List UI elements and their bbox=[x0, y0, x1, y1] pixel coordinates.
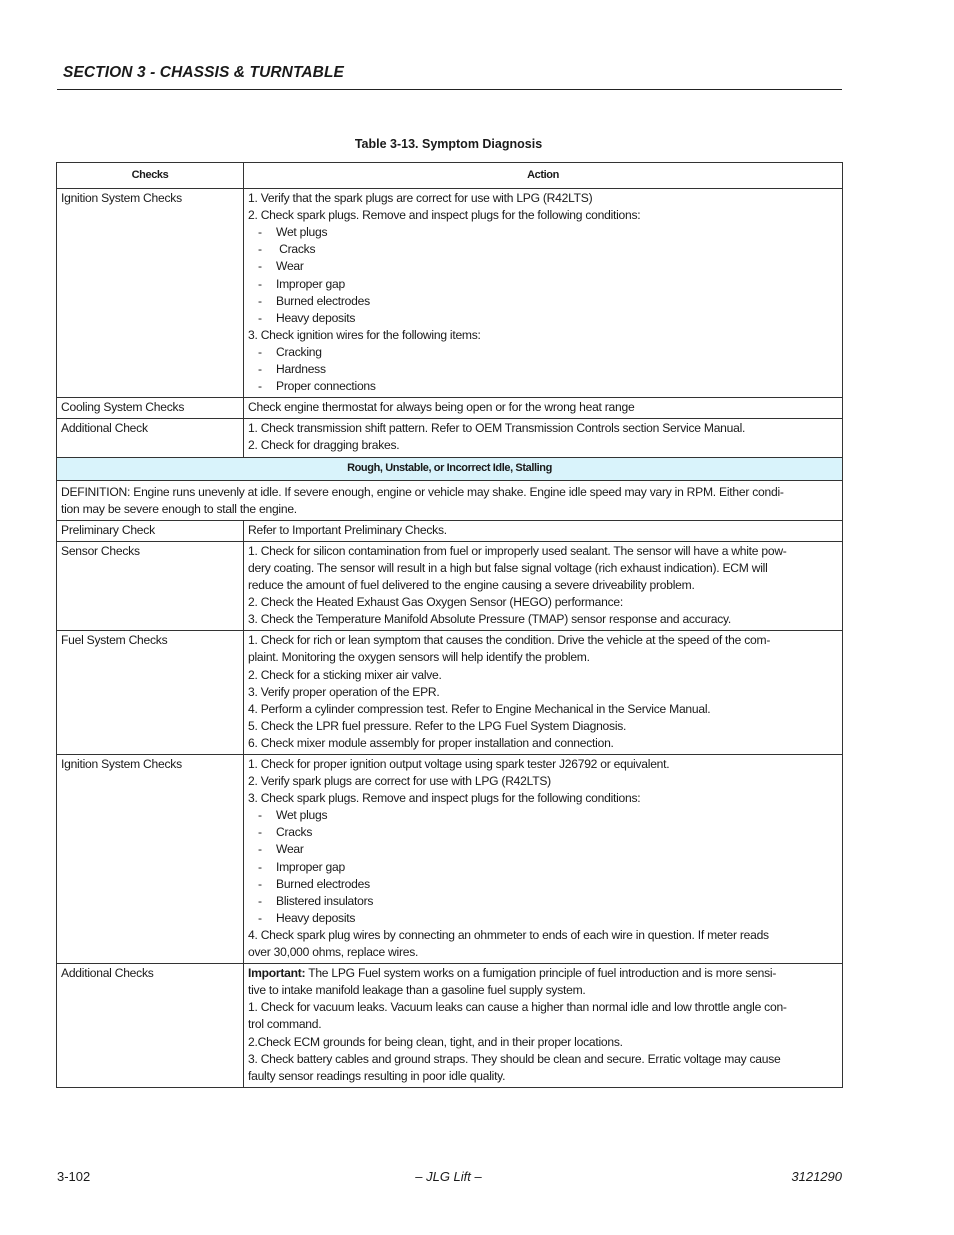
table-row bbox=[57, 419, 843, 457]
document-number: 3121290 bbox=[791, 1169, 842, 1184]
bullet-text: Burned electrodes bbox=[276, 293, 370, 308]
bullet-text: Cracking bbox=[276, 344, 322, 359]
bullet-text: Hardness bbox=[276, 362, 326, 377]
check-cell: Cooling System Checks bbox=[57, 398, 244, 419]
definition-row bbox=[57, 480, 843, 520]
action-text: 4. Perform a cylinder compression test. Refer to Engine Mechanical in the Service Manual. bbox=[248, 701, 711, 716]
action-line bbox=[248, 718, 838, 735]
table-header-row bbox=[57, 163, 843, 189]
action-text: 1. Check for vacuum leaks. Vacuum leaks can cause a higher than normal idle and low throttle angle con- bbox=[248, 1000, 787, 1015]
action-text: 5. Check the LPR fuel pressure. Refer to the LPG Fuel System Diagnosis. bbox=[248, 718, 627, 733]
action-line bbox=[248, 437, 838, 454]
action-line bbox=[248, 327, 838, 344]
action-text: 3. Check ignition wires for the following items: bbox=[248, 327, 481, 342]
symptom-band-row bbox=[57, 457, 843, 480]
action-text: reduce the amount of fuel delivered to the engine causing a severe driveability problem. bbox=[248, 578, 695, 593]
bullet-text: Wet plugs bbox=[276, 225, 328, 240]
table-row bbox=[57, 189, 843, 398]
action-bullet-item bbox=[248, 361, 838, 378]
action-bullet-item bbox=[248, 378, 838, 395]
action-text: Check engine thermostat for always being open or for the wrong heat range bbox=[248, 400, 635, 415]
symptom-diagnosis-table bbox=[56, 162, 843, 1088]
bullet-dash: - bbox=[258, 259, 262, 274]
bullet-dash: - bbox=[258, 859, 262, 874]
action-text: 3. Verify proper operation of the EPR. bbox=[248, 684, 440, 699]
bullet-dash: - bbox=[258, 242, 262, 257]
bullet-text: Cracks bbox=[276, 825, 313, 840]
check-cell: Fuel System Checks bbox=[57, 631, 244, 755]
action-cell bbox=[244, 398, 843, 419]
action-text: 1. Check for silicon contamination from fuel or improperly used sealant. The sensor will have a white pow- bbox=[248, 543, 787, 558]
action-text: 2. Check spark plugs. Remove and inspect plugs for the following conditions: bbox=[248, 208, 641, 223]
bullet-dash: - bbox=[258, 910, 262, 925]
action-line bbox=[248, 1068, 838, 1085]
section-title: SECTION 3 - CHASSIS & TURNTABLE bbox=[63, 64, 344, 81]
action-cell bbox=[244, 631, 843, 755]
action-text: 6. Check mixer module assembly for proper installation and connection. bbox=[248, 735, 614, 750]
action-bullet-item bbox=[248, 293, 838, 310]
action-line bbox=[248, 543, 838, 560]
action-text: 2.Check ECM grounds for being clean, tight, and in their proper locations. bbox=[248, 1034, 623, 1049]
action-line bbox=[248, 999, 838, 1016]
bullet-text: Wear bbox=[276, 259, 304, 274]
action-line bbox=[248, 1034, 838, 1051]
action-text: Refer to Important Preliminary Checks. bbox=[248, 522, 447, 537]
bullet-dash: - bbox=[258, 842, 262, 857]
action-text: 2. Check for a sticking mixer air valve. bbox=[248, 667, 442, 682]
header-rule bbox=[57, 89, 842, 90]
bullet-dash: - bbox=[258, 276, 262, 291]
action-bullet-item bbox=[248, 276, 838, 293]
table-row bbox=[57, 541, 843, 630]
definition-line: tion may be severe enough to stall the engine. bbox=[61, 501, 297, 516]
action-line bbox=[248, 944, 838, 961]
bullet-text: Blistered insulators bbox=[276, 893, 374, 908]
action-text: plaint. Monitoring the oxygen sensors will help identify the problem. bbox=[248, 650, 590, 665]
bullet-text: Improper gap bbox=[276, 276, 345, 291]
action-bullet-item bbox=[248, 910, 838, 927]
bullet-text: Proper connections bbox=[276, 379, 376, 394]
check-cell: Additional Check bbox=[57, 419, 244, 457]
table-title: Table 3-13. Symptom Diagnosis bbox=[354, 137, 543, 151]
check-cell: Sensor Checks bbox=[57, 541, 244, 630]
action-bullet-item bbox=[248, 344, 838, 361]
action-bullet-item bbox=[248, 224, 838, 241]
bullet-dash: - bbox=[258, 225, 262, 240]
table-body-band bbox=[57, 457, 843, 520]
action-text: faulty sensor readings resulting in poor idle quality. bbox=[248, 1068, 506, 1083]
action-line bbox=[248, 965, 838, 982]
table-row bbox=[57, 398, 843, 419]
bullet-dash: - bbox=[258, 310, 262, 325]
bullet-dash: - bbox=[258, 293, 262, 308]
page-number: 3-102 bbox=[57, 1169, 91, 1184]
bullet-dash: - bbox=[258, 362, 262, 377]
action-line bbox=[248, 190, 838, 207]
action-line bbox=[248, 927, 838, 944]
action-text: 3. Check battery cables and ground straps. They should be clean and secure. Erratic voltage may cause bbox=[248, 1051, 781, 1066]
check-cell: Ignition System Checks bbox=[57, 755, 244, 964]
action-bullet-item bbox=[248, 258, 838, 275]
action-line bbox=[248, 207, 838, 224]
action-cell bbox=[244, 755, 843, 964]
action-line bbox=[248, 701, 838, 718]
bullet-text: Heavy deposits bbox=[276, 910, 356, 925]
action-text: 3. Check the Temperature Manifold Absolute Pressure (TMAP) sensor response and accuracy. bbox=[248, 612, 732, 627]
table-row bbox=[57, 964, 843, 1088]
action-line bbox=[248, 577, 838, 594]
table-row bbox=[57, 755, 843, 964]
action-text: trol command. bbox=[248, 1017, 322, 1032]
action-cell bbox=[244, 964, 843, 1088]
action-text: dery coating. The sensor will result in a high but false signal voltage (rich exhaust indication). ECM will bbox=[248, 560, 768, 575]
action-line bbox=[248, 632, 838, 649]
action-text: 2. Check for dragging brakes. bbox=[248, 438, 400, 453]
action-text: 4. Check spark plug wires by connecting an ohmmeter to ends of each wire in question. If meter reads bbox=[248, 927, 769, 942]
action-line bbox=[248, 773, 838, 790]
action-line bbox=[248, 594, 838, 611]
action-text: The LPG Fuel system works on a fumigation principle of fuel introduction and is more sensi- bbox=[305, 966, 777, 981]
action-line bbox=[248, 399, 838, 416]
bullet-text: Improper gap bbox=[276, 859, 345, 874]
bullet-dash: - bbox=[258, 825, 262, 840]
bullet-text: Burned electrodes bbox=[276, 876, 370, 891]
action-text: 1. Check for proper ignition output voltage using spark tester J26792 or equivalent. bbox=[248, 757, 670, 771]
symptom-band-title: Rough, Unstable, or Incorrect Idle, Stalling bbox=[57, 457, 843, 480]
action-bullet-item bbox=[248, 824, 838, 841]
definition-line: DEFINITION: Engine runs unevenly at idle. If severe enough, engine or vehicle may shake. Engine idle speed may vary in RPM. Either condi- bbox=[61, 484, 784, 499]
action-cell bbox=[244, 520, 843, 541]
action-line bbox=[248, 756, 838, 773]
action-line bbox=[248, 667, 838, 684]
action-bullet-item bbox=[248, 807, 838, 824]
action-text: 1. Check transmission shift pattern. Refer to OEM Transmission Controls section Service Manual. bbox=[248, 421, 746, 436]
action-text: 1. Check for rich or lean symptom that causes the condition. Drive the vehicle at the speed of the com- bbox=[248, 633, 771, 648]
action-line bbox=[248, 684, 838, 701]
action-bullet-item bbox=[248, 876, 838, 893]
column-header-checks: Checks bbox=[57, 163, 244, 189]
action-line bbox=[248, 790, 838, 807]
action-line bbox=[248, 649, 838, 666]
action-line bbox=[248, 735, 838, 752]
action-bullet-item bbox=[248, 310, 838, 327]
action-line bbox=[248, 982, 838, 999]
table-body-top bbox=[57, 189, 843, 457]
column-header-action: Action bbox=[244, 163, 843, 189]
bullet-dash: - bbox=[258, 893, 262, 908]
action-bullet-item bbox=[248, 841, 838, 858]
action-text: 1. Verify that the spark plugs are correct for use with LPG (R42LTS) bbox=[248, 191, 593, 206]
bullet-text: Heavy deposits bbox=[276, 310, 356, 325]
action-line bbox=[248, 1051, 838, 1068]
action-line bbox=[248, 420, 838, 437]
bullet-dash: - bbox=[258, 344, 262, 359]
action-text: 2. Verify spark plugs are correct for use with LPG (R42LTS) bbox=[248, 774, 551, 789]
action-line bbox=[248, 611, 838, 628]
action-cell bbox=[244, 189, 843, 398]
check-cell: Additional Checks bbox=[57, 964, 244, 1088]
action-bullet-item bbox=[248, 241, 838, 258]
bullet-dash: - bbox=[258, 808, 262, 823]
action-line bbox=[248, 522, 838, 539]
action-text: over 30,000 ohms, replace wires. bbox=[248, 945, 419, 960]
important-label: Important: bbox=[248, 966, 306, 981]
bullet-text: Wet plugs bbox=[276, 808, 328, 823]
table-row bbox=[57, 520, 843, 541]
action-cell bbox=[244, 541, 843, 630]
table-row bbox=[57, 631, 843, 755]
check-cell: Ignition System Checks bbox=[57, 189, 244, 398]
bullet-text: Cracks bbox=[276, 242, 316, 257]
definition-cell bbox=[57, 480, 843, 520]
bullet-dash: - bbox=[258, 379, 262, 394]
bullet-text: Wear bbox=[276, 842, 304, 857]
action-text: 3. Check spark plugs. Remove and inspect plugs for the following conditions: bbox=[248, 791, 641, 806]
action-cell bbox=[244, 419, 843, 457]
action-bullet-item bbox=[248, 859, 838, 876]
action-text: tive to intake manifold leakage than a gasoline fuel supply system. bbox=[248, 983, 586, 998]
action-line bbox=[248, 1016, 838, 1033]
action-text: 2. Check the Heated Exhaust Gas Oxygen Sensor (HEGO) performance: bbox=[248, 595, 623, 610]
bullet-dash: - bbox=[258, 876, 262, 891]
table-body-bottom bbox=[57, 520, 843, 1087]
action-line bbox=[248, 560, 838, 577]
check-cell: Preliminary Check bbox=[57, 520, 244, 541]
action-bullet-item bbox=[248, 893, 838, 910]
footer-publisher: – JLG Lift – bbox=[415, 1169, 482, 1184]
